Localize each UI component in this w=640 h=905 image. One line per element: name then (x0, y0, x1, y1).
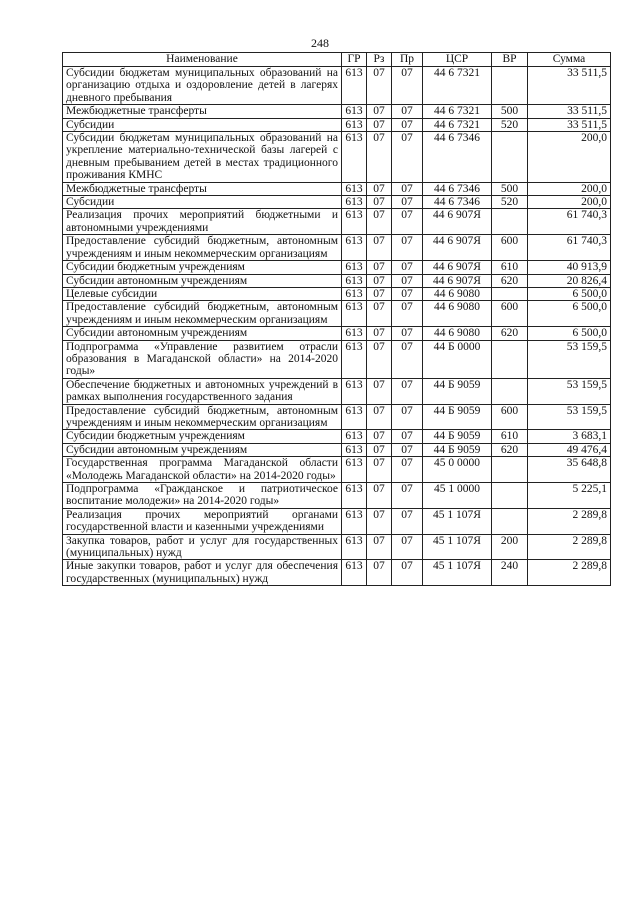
cell-sum: 3 683,1 (528, 430, 611, 443)
cell-pr: 07 (392, 404, 423, 430)
cell-sum: 33 511,5 (528, 105, 611, 118)
cell-pr: 07 (392, 287, 423, 300)
cell-csr: 44 6 7346 (423, 182, 492, 195)
cell-rz: 07 (367, 132, 392, 183)
col-header-vr: ВР (492, 53, 528, 67)
cell-pr: 07 (392, 534, 423, 560)
cell-pr: 07 (392, 118, 423, 131)
table-row (63, 67, 611, 105)
cell-sum: 6 500,0 (528, 301, 611, 327)
cell-name: Субсидии автономным учреждениям (63, 327, 342, 340)
cell-pr: 07 (392, 443, 423, 456)
col-header-rz: Рз (367, 53, 392, 67)
cell-name: Реализация прочих мероприятий бюджетными и автономными учреждениями (63, 209, 342, 235)
cell-rz: 07 (367, 534, 392, 560)
cell-name: Обеспечение бюджетных и автономных учреждений в рамках выполнения государственного задания (63, 378, 342, 404)
cell-csr: 44 6 7321 (423, 67, 492, 105)
cell-name: Субсидии (63, 196, 342, 209)
table-row (63, 378, 611, 404)
cell-name: Предоставление субсидий бюджетным, автономным учреждениям и иным некоммерческим организациям (63, 301, 342, 327)
cell-name: Межбюджетные трансферты (63, 182, 342, 195)
cell-sum: 2 289,8 (528, 560, 611, 586)
col-header-gr: ГР (342, 53, 367, 67)
cell-vr: 610 (492, 261, 528, 274)
cell-vr: 500 (492, 182, 528, 195)
cell-pr: 07 (392, 457, 423, 483)
cell-sum: 35 648,8 (528, 457, 611, 483)
cell-csr: 44 6 907Я (423, 235, 492, 261)
cell-csr: 44 Б 9059 (423, 378, 492, 404)
table-row (63, 196, 611, 209)
cell-csr: 44 6 907Я (423, 261, 492, 274)
cell-pr: 07 (392, 235, 423, 261)
cell-gr: 613 (342, 105, 367, 118)
cell-gr: 613 (342, 118, 367, 131)
table-row (63, 404, 611, 430)
cell-csr: 44 Б 9059 (423, 430, 492, 443)
table-row (63, 261, 611, 274)
cell-vr: 520 (492, 196, 528, 209)
cell-gr: 613 (342, 378, 367, 404)
cell-rz: 07 (367, 404, 392, 430)
cell-sum: 33 511,5 (528, 118, 611, 131)
cell-gr: 613 (342, 301, 367, 327)
cell-gr: 613 (342, 443, 367, 456)
cell-sum: 40 913,9 (528, 261, 611, 274)
cell-name: Иные закупки товаров, работ и услуг для обеспечения государственных (муниципальных) нужд (63, 560, 342, 586)
table-row (63, 483, 611, 509)
table-row (63, 182, 611, 195)
cell-vr: 610 (492, 430, 528, 443)
cell-rz: 07 (367, 327, 392, 340)
cell-sum: 53 159,5 (528, 340, 611, 378)
cell-rz: 07 (367, 430, 392, 443)
cell-pr: 07 (392, 508, 423, 534)
cell-name: Субсидии автономным учреждениям (63, 443, 342, 456)
cell-gr: 613 (342, 67, 367, 105)
cell-name: Предоставление субсидий бюджетным, автономным учреждениям и иным некоммерческим организациям (63, 404, 342, 430)
cell-vr (492, 287, 528, 300)
cell-vr: 520 (492, 118, 528, 131)
cell-sum: 200,0 (528, 196, 611, 209)
cell-csr: 44 6 7321 (423, 105, 492, 118)
cell-name: Субсидии бюджетным учреждениям (63, 430, 342, 443)
cell-csr: 45 1 107Я (423, 508, 492, 534)
table-row (63, 132, 611, 183)
cell-csr: 44 6 9080 (423, 327, 492, 340)
cell-rz: 07 (367, 209, 392, 235)
cell-csr: 45 1 107Я (423, 560, 492, 586)
cell-rz: 07 (367, 443, 392, 456)
cell-vr: 620 (492, 274, 528, 287)
cell-pr: 07 (392, 105, 423, 118)
cell-csr: 45 1 0000 (423, 483, 492, 509)
cell-name: Предоставление субсидий бюджетным, автономным учреждениям и иным некоммерческим организациям (63, 235, 342, 261)
cell-sum: 33 511,5 (528, 67, 611, 105)
cell-csr: 44 Б 0000 (423, 340, 492, 378)
cell-csr: 45 1 107Я (423, 534, 492, 560)
cell-vr (492, 378, 528, 404)
cell-csr: 44 6 907Я (423, 209, 492, 235)
cell-sum: 53 159,5 (528, 378, 611, 404)
cell-rz: 07 (367, 457, 392, 483)
cell-vr: 600 (492, 235, 528, 261)
cell-sum: 49 476,4 (528, 443, 611, 456)
cell-gr: 613 (342, 483, 367, 509)
cell-rz: 07 (367, 118, 392, 131)
cell-pr: 07 (392, 430, 423, 443)
cell-vr: 600 (492, 301, 528, 327)
table-row (63, 508, 611, 534)
table-row (63, 287, 611, 300)
cell-vr (492, 483, 528, 509)
cell-name: Закупка товаров, работ и услуг для государственных (муниципальных) нужд (63, 534, 342, 560)
cell-pr: 07 (392, 301, 423, 327)
cell-csr: 44 Б 9059 (423, 404, 492, 430)
table-row (63, 534, 611, 560)
cell-vr (492, 209, 528, 235)
cell-gr: 613 (342, 287, 367, 300)
cell-gr: 613 (342, 132, 367, 183)
cell-sum: 6 500,0 (528, 287, 611, 300)
cell-name: Государственная программа Магаданской области «Молодежь Магаданской области» на 2014-2020 годы» (63, 457, 342, 483)
table-header-row (63, 53, 611, 67)
cell-csr: 44 6 907Я (423, 274, 492, 287)
cell-pr: 07 (392, 132, 423, 183)
budget-table (62, 52, 611, 586)
cell-rz: 07 (367, 261, 392, 274)
cell-gr: 613 (342, 209, 367, 235)
cell-gr: 613 (342, 274, 367, 287)
cell-sum: 61 740,3 (528, 209, 611, 235)
cell-rz: 07 (367, 235, 392, 261)
cell-gr: 613 (342, 196, 367, 209)
table-row (63, 118, 611, 131)
table-row (63, 443, 611, 456)
cell-rz: 07 (367, 274, 392, 287)
cell-rz: 07 (367, 67, 392, 105)
cell-name: Субсидии бюджетам муниципальных образований на организацию отдыха и оздоровление детей в лагерях дневного пребывания (63, 67, 342, 105)
cell-csr: 44 Б 9059 (423, 443, 492, 456)
cell-pr: 07 (392, 483, 423, 509)
cell-pr: 07 (392, 378, 423, 404)
table-body (63, 67, 611, 586)
cell-rz: 07 (367, 182, 392, 195)
table-row (63, 235, 611, 261)
cell-gr: 613 (342, 182, 367, 195)
cell-sum: 53 159,5 (528, 404, 611, 430)
cell-pr: 07 (392, 261, 423, 274)
cell-rz: 07 (367, 301, 392, 327)
cell-rz: 07 (367, 196, 392, 209)
cell-name: Реализация прочих мероприятий органами государственной власти и казенными учреждениями (63, 508, 342, 534)
cell-gr: 613 (342, 508, 367, 534)
table-row (63, 430, 611, 443)
cell-vr (492, 132, 528, 183)
table-row (63, 340, 611, 378)
cell-name: Подпрограмма «Управление развитием отрасли образования в Магаданской области» на 2014-2020 годы» (63, 340, 342, 378)
cell-vr (492, 340, 528, 378)
col-header-name: Наименование (63, 53, 342, 67)
cell-name: Субсидии бюджетным учреждениям (63, 261, 342, 274)
cell-sum: 20 826,4 (528, 274, 611, 287)
page-number: 248 (311, 36, 329, 50)
cell-pr: 07 (392, 560, 423, 586)
table-row (63, 301, 611, 327)
cell-vr (492, 508, 528, 534)
cell-vr: 600 (492, 404, 528, 430)
cell-rz: 07 (367, 287, 392, 300)
cell-csr: 44 6 7321 (423, 118, 492, 131)
cell-gr: 613 (342, 261, 367, 274)
cell-pr: 07 (392, 209, 423, 235)
cell-vr: 200 (492, 534, 528, 560)
cell-gr: 613 (342, 340, 367, 378)
cell-name: Субсидии бюджетам муниципальных образований на укрепление материально-технической базы лагерей с дневным пребыванием детей в местах традиционного проживания КМНС (63, 132, 342, 183)
cell-vr: 240 (492, 560, 528, 586)
cell-gr: 613 (342, 457, 367, 483)
cell-vr (492, 457, 528, 483)
cell-csr: 44 6 9080 (423, 287, 492, 300)
cell-rz: 07 (367, 340, 392, 378)
table-row (63, 457, 611, 483)
cell-csr: 44 6 7346 (423, 132, 492, 183)
cell-sum: 200,0 (528, 132, 611, 183)
cell-sum: 5 225,1 (528, 483, 611, 509)
table-row (63, 327, 611, 340)
col-header-csr: ЦСР (423, 53, 492, 67)
cell-vr: 620 (492, 327, 528, 340)
cell-vr: 620 (492, 443, 528, 456)
cell-gr: 613 (342, 430, 367, 443)
col-header-sum: Сумма (528, 53, 611, 67)
cell-rz: 07 (367, 560, 392, 586)
cell-name: Межбюджетные трансферты (63, 105, 342, 118)
cell-csr: 45 0 0000 (423, 457, 492, 483)
cell-vr (492, 67, 528, 105)
cell-pr: 07 (392, 196, 423, 209)
cell-pr: 07 (392, 274, 423, 287)
cell-sum: 200,0 (528, 182, 611, 195)
cell-gr: 613 (342, 327, 367, 340)
cell-csr: 44 6 9080 (423, 301, 492, 327)
cell-sum: 6 500,0 (528, 327, 611, 340)
cell-rz: 07 (367, 483, 392, 509)
cell-rz: 07 (367, 508, 392, 534)
cell-name: Субсидии автономным учреждениям (63, 274, 342, 287)
cell-gr: 613 (342, 534, 367, 560)
table-row (63, 274, 611, 287)
table-row (63, 105, 611, 118)
cell-csr: 44 6 7346 (423, 196, 492, 209)
cell-sum: 61 740,3 (528, 235, 611, 261)
cell-name: Субсидии (63, 118, 342, 131)
col-header-pr: Пр (392, 53, 423, 67)
table-row (63, 209, 611, 235)
cell-name: Подпрограмма «Гражданское и патриотическое воспитание молодежи» на 2014-2020 годы» (63, 483, 342, 509)
cell-sum: 2 289,8 (528, 508, 611, 534)
cell-name: Целевые субсидии (63, 287, 342, 300)
cell-gr: 613 (342, 560, 367, 586)
cell-pr: 07 (392, 327, 423, 340)
cell-pr: 07 (392, 67, 423, 105)
cell-pr: 07 (392, 182, 423, 195)
cell-vr: 500 (492, 105, 528, 118)
table-row (63, 560, 611, 586)
cell-pr: 07 (392, 340, 423, 378)
cell-gr: 613 (342, 235, 367, 261)
cell-rz: 07 (367, 378, 392, 404)
cell-gr: 613 (342, 404, 367, 430)
cell-sum: 2 289,8 (528, 534, 611, 560)
cell-rz: 07 (367, 105, 392, 118)
